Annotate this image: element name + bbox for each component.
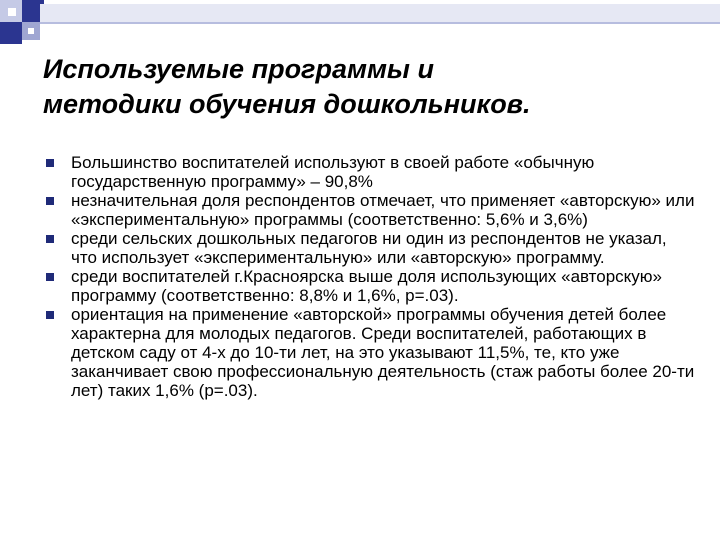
bullet-text: Большинство воспитателей используют в своей работе «обычную государственную программу» – 90,8% <box>71 153 595 191</box>
decor-square <box>0 22 22 44</box>
slide-title: Используемые программы и методики обучения дошкольников. <box>43 54 531 119</box>
decor-band-line <box>40 22 720 24</box>
bullet-text: незначительная доля респондентов отмечает, что применяет «авторскую» или «экспериментальную» программы (соответственно: 5,6% и 3,6%) <box>71 191 695 229</box>
list-item <box>45 229 695 267</box>
list-item <box>45 267 695 305</box>
square-bullet-icon <box>46 235 54 243</box>
bullet-text: среди сельских дошкольных педагогов ни один из респондентов не указал, что использует «экспериментальную» или «авторскую» программу. <box>71 229 667 267</box>
list-item <box>45 305 695 400</box>
decor-square <box>8 8 16 16</box>
decor-band <box>40 4 720 22</box>
decor-square <box>28 28 34 34</box>
decorative-header <box>0 0 720 60</box>
list-item <box>45 153 695 191</box>
square-bullet-icon <box>46 197 54 205</box>
square-bullet-icon <box>46 311 54 319</box>
square-bullet-icon <box>46 159 54 167</box>
square-bullet-icon <box>46 273 54 281</box>
bullet-list <box>45 153 695 400</box>
bullet-text: среди воспитателей г.Красноярска выше доля использующих «авторскую» программу (соответственно: 8,8% и 1,6%, р=.03). <box>71 267 663 305</box>
list-item <box>45 191 695 229</box>
bullet-text: ориентация на применение «авторской» программы обучения детей более характерна для молодых педагогов. Среди воспитателей, работающих в детском саду от 4-х до 10-ти лет, на это указывают 11,5%, те, кто уже заканчивает свою профессиональную деятельность (стаж работы более 20-ти лет) таких 1,6% (р=.03). <box>71 305 695 400</box>
